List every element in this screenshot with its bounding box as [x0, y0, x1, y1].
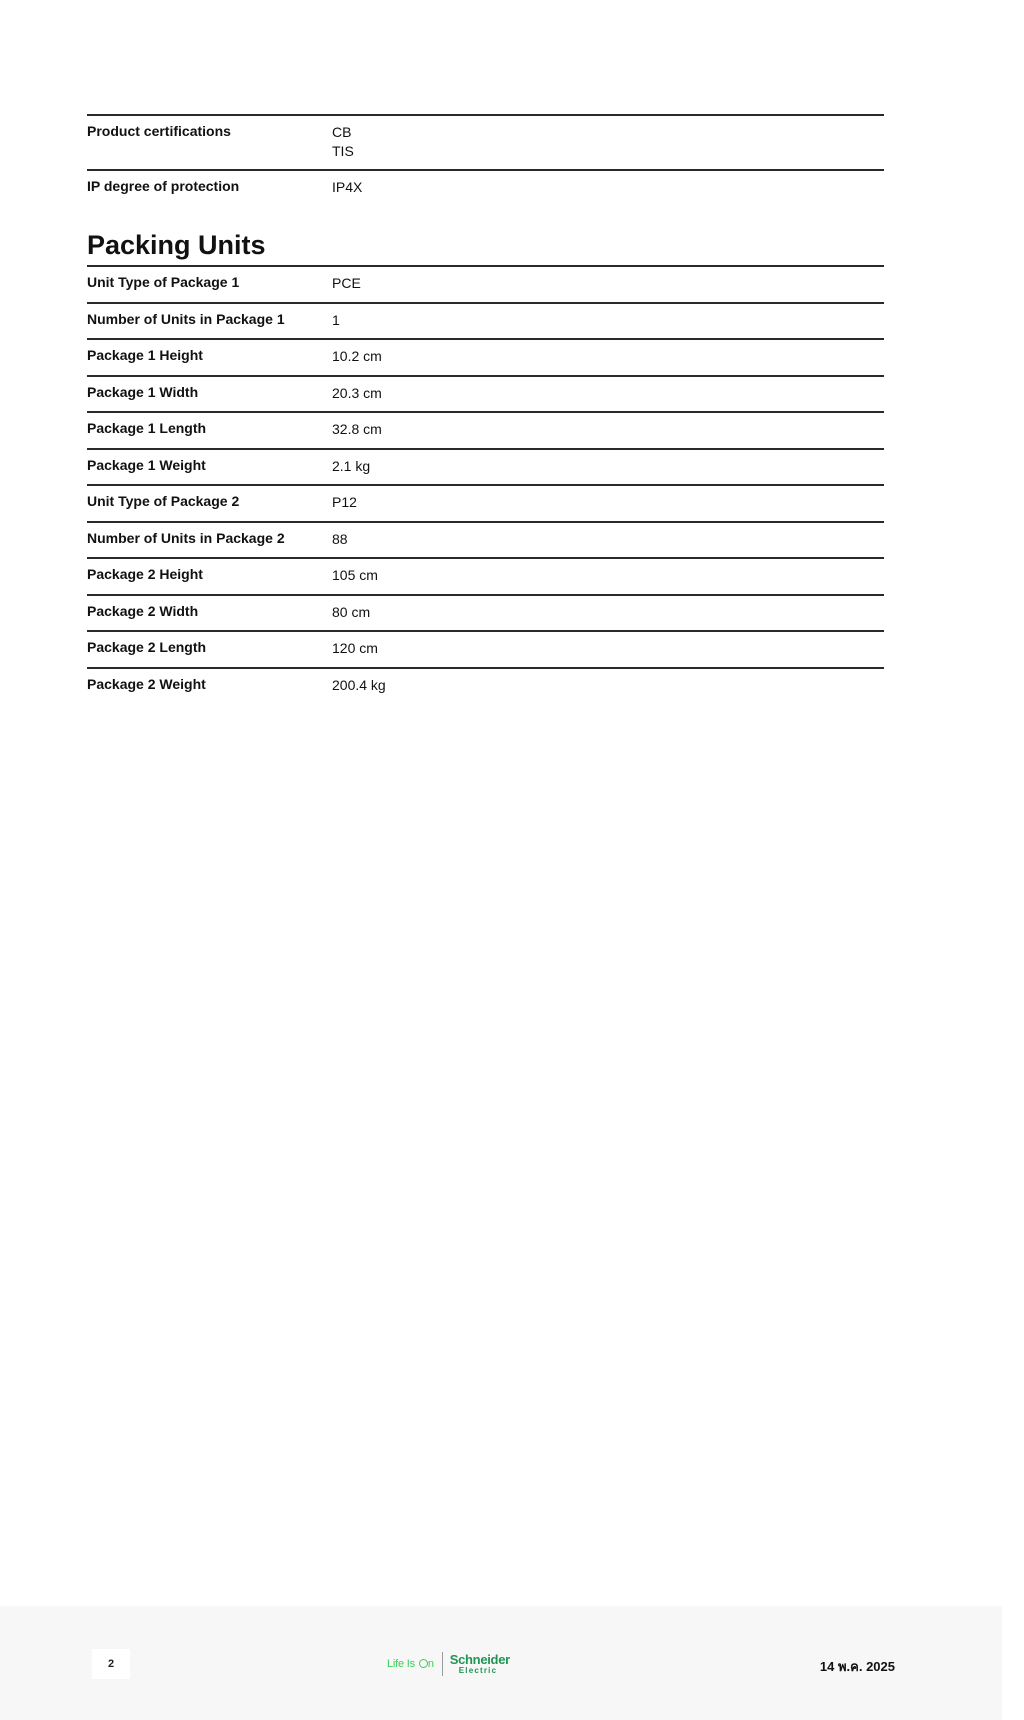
- row-label: Unit Type of Package 1: [87, 274, 240, 290]
- table-row: [87, 265, 884, 302]
- table-row: [87, 484, 884, 521]
- table-row: [87, 411, 884, 448]
- spec-value-line: CB: [332, 124, 352, 140]
- row-label: Unit Type of Package 2: [87, 493, 240, 509]
- row-value: 88: [332, 530, 348, 547]
- logo-brand-sub: Electric: [458, 1666, 498, 1675]
- spec-label: IP degree of protection: [87, 178, 240, 194]
- table-row: [87, 521, 884, 558]
- spec-value-line: TIS: [332, 143, 354, 159]
- logo-tagline: Life Is n: [387, 1658, 434, 1670]
- row-value: 105 cm: [332, 567, 378, 583]
- row-value: 10.2 cm: [332, 348, 382, 364]
- logo-brand-name: Schneider: [449, 1652, 510, 1667]
- table-row: [87, 557, 884, 594]
- spec-value-line: IP4X: [332, 179, 363, 195]
- row-value: 32.8 cm: [332, 421, 382, 437]
- row-value: 80 cm: [332, 603, 371, 620]
- row-value: P12: [332, 494, 357, 510]
- row-value: 120 cm: [332, 640, 378, 656]
- row-value: 1: [332, 311, 340, 328]
- table-row: [87, 448, 884, 485]
- spec-value: [332, 171, 362, 197]
- packing-table: [87, 265, 884, 703]
- row-label: Package 1 Length: [87, 420, 207, 436]
- table-row: [87, 594, 884, 631]
- page-number: 2: [92, 1649, 130, 1679]
- logo-brand: [450, 1653, 510, 1675]
- table-row: [87, 667, 884, 704]
- section-title-packing-units: Packing Units: [87, 230, 266, 260]
- row-value: 200.4 kg: [332, 676, 386, 693]
- logo-divider: [442, 1652, 443, 1676]
- table-row: [87, 302, 884, 339]
- row-value: 20.3 cm: [332, 384, 382, 401]
- row-label: Package 2 Length: [87, 639, 207, 655]
- power-o-icon: [419, 1659, 428, 1668]
- schneider-electric-logo: [387, 1651, 510, 1677]
- table-row: [87, 375, 884, 412]
- table-row: [87, 338, 884, 375]
- row-value: PCE: [332, 275, 361, 291]
- table-row: [87, 630, 884, 667]
- footer-date: 14 พ.ค. 2025: [819, 1659, 895, 1674]
- row-label: Package 2 Height: [87, 566, 203, 582]
- row-label: Package 1 Weight: [87, 456, 206, 473]
- row-label: Package 1 Height: [87, 347, 203, 363]
- row-value: 2.1 kg: [332, 457, 371, 474]
- page-footer: [0, 1606, 1002, 1720]
- spec-row-ip-degree: [87, 169, 884, 207]
- spec-table: [87, 114, 884, 207]
- row-label: Number of Units in Package 1: [87, 310, 285, 327]
- row-label: Package 2 Width: [87, 602, 199, 619]
- spec-row-certifications: [87, 114, 884, 169]
- row-label: Number of Units in Package 2: [87, 529, 285, 546]
- row-label: Package 1 Width: [87, 383, 199, 400]
- page-margin: [1002, 0, 1024, 1720]
- spec-value: [332, 116, 354, 161]
- spec-label: Product certifications: [87, 123, 231, 139]
- row-label: Package 2 Weight: [87, 675, 206, 692]
